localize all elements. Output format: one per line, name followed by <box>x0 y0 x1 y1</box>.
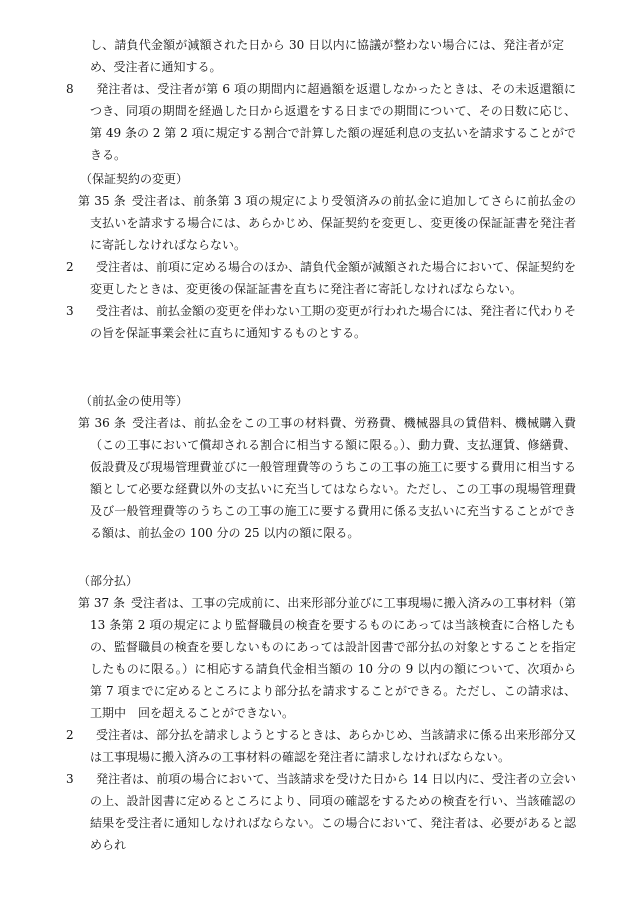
clause-text: 発注者は、前項の場合において、当該請求を受けた日から 14 日以内に、受注者の立会いの上、設計図書に定めるところにより、同項の確認をするための検査を行い、当該確認の結果を受注者に通知しなければならない。この場合において、発注者は、必要があると認められ <box>90 772 576 852</box>
article-text: 受注者は、前払金をこの工事の材料費、労務費、機械器具の賃借料、機械購入費（この工事において償却される割合に相当する額に限る。）、動力費、支払運賃、修繕費、仮設費及び現場管理費並びに一般管理費等のうちこの工事の施工に要する費用に相当する額として必要な経費以外の支払いに充当してはならない。ただし、この工事の現場管理費及び一般管理費等のうちこの工事の施工に要する費用に係る支払いに充当することができる額は、前払金の 100 分の 25 以内の額に限る。 <box>90 416 576 540</box>
section-heading-guarantee-change: （保証契約の変更） <box>80 172 189 186</box>
paragraph-continuation <box>90 34 564 78</box>
paragraph-text: し、請負代金額が減額された日から 30 日以内に協議が整わない場合には、発注者が定め、受注者に通知する。 <box>90 38 564 74</box>
clause-text: 受注者は、前払金額の変更を伴わない工期の変更が行われた場合には、発注者に代わりその旨を保証事業会社に直ちに通知するものとする。 <box>90 304 577 340</box>
article-text: 受注者は、前条第 3 項の規定により受領済みの前払金に追加してさらに前払金の支払いを請求する場合には、あらかじめ、保証契約を変更し、変更後の保証証書を発注者に寄託しなければならない。 <box>90 194 576 252</box>
article-37-clause-2 <box>66 724 576 768</box>
clause-text: 受注者は、部分払を請求しようとするときは、あらかじめ、当該請求に係る出来形部分又は工事現場に搬入済みの工事材料の確認を発注者に請求しなければならない。 <box>90 728 576 764</box>
article-37 <box>78 592 576 724</box>
clause-8 <box>66 78 576 166</box>
section-heading-partial-payment: （部分払） <box>78 574 139 588</box>
clause-number: 2 <box>66 728 74 742</box>
section-heading-advance-usage: （前払金の使用等） <box>80 394 189 408</box>
clause-number: 8 <box>66 82 74 96</box>
article-35-clause-3 <box>66 300 577 344</box>
article-37-clause-3 <box>66 768 576 856</box>
article-label: 第 35 条 <box>78 194 126 208</box>
clause-number: 2 <box>66 260 74 274</box>
clause-number: 3 <box>66 772 74 786</box>
article-label: 第 37 条 <box>78 596 126 610</box>
clause-text: 発注者は、受注者が第 6 項の期間内に超過額を返還しなかったときは、その未返還額につき、同項の期間を経過した日から返還をする日までの期間について、その日数に応じ、第 49 条の 2 第 2 項に規定する割合で計算した額の遅延利息の支払いを請求することができる。 <box>90 82 576 162</box>
article-35-clause-2 <box>66 256 576 300</box>
article-label: 第 36 条 <box>78 416 127 430</box>
clause-number: 3 <box>66 304 74 318</box>
article-36 <box>78 412 576 544</box>
clause-text: 受注者は、前項に定める場合のほか、請負代金額が減額された場合において、保証契約を変更したときは、変更後の保証証書を直ちに発注者に寄託しなければならない。 <box>90 260 576 296</box>
article-35 <box>78 190 576 256</box>
article-text: 受注者は、工事の完成前に、出来形部分並びに工事現場に搬入済みの工事材料（第 13 条第 2 項の規定により監督職員の検査を要するものにあっては当該検査に合格したもの、監督職員の検査を要しないものにあっては設計図書で部分払の対象とすることを指定したものに限る。）に相応する請負代金相当額の 10 分の 9 以内の額について、次項から第 7 項までに定めるところにより部分払を請求することができる。ただし、この請求は、工期中 回を超えることができない。 <box>90 596 576 720</box>
